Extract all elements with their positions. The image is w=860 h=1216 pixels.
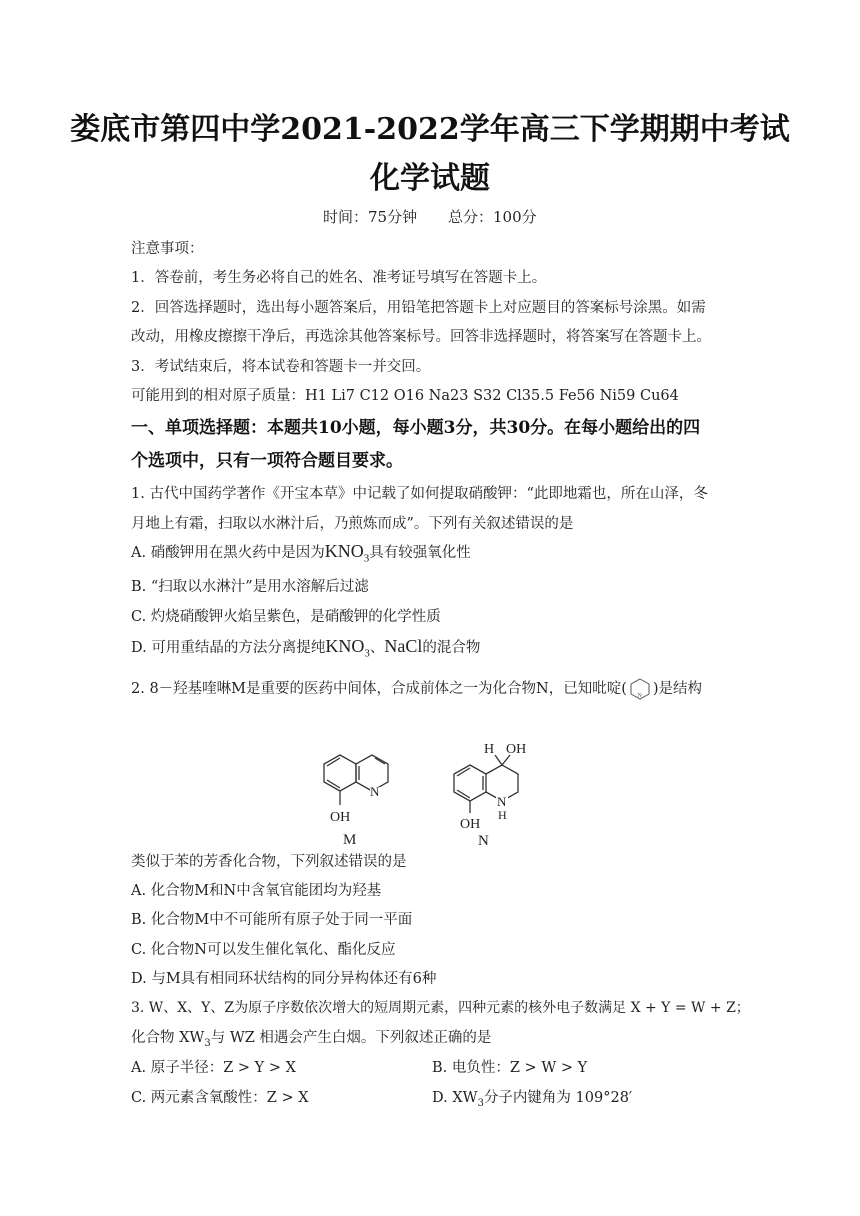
molecule-m-label: M	[343, 832, 357, 848]
formula-kno3: $KNO_3$	[325, 636, 370, 660]
q2-option-d: D. 与M具有相同环状结构的同分异构体还有6种	[131, 971, 437, 987]
notice-item-1: 1．答卷前，考生务必将自己的姓名、准考证号填写在答题卡上。	[131, 270, 547, 286]
formula-nacl: NaCl	[384, 636, 423, 656]
molecule-n-oh: OH	[460, 817, 481, 832]
molecule-n-nh-h: H	[498, 808, 507, 822]
notice-item-2-line1: 2．回答选择题时，选出每小题答案后，用铅笔把答题卡上对应题目的答案标号涂黑。如需	[131, 300, 706, 316]
notice-item-2-line2: 改动，用橡皮擦擦干净后，再选涂其他答案标号。回答非选择题时，将答案写在答题卡上。	[131, 329, 711, 345]
atomic-masses: 可能用到的相对原子质量：H1 Li7 C12 O16 Na23 S32 Cl35.5 Fe56 Ni59 Cu64	[131, 388, 679, 404]
notice-heading: 注意事项：	[131, 241, 204, 257]
q2-stem-line2: 类似于苯的芳香化合物，下列叙述错误的是	[131, 854, 407, 870]
molecule-m-oh: OH	[330, 810, 351, 825]
q1-option-c: C. 灼烧硝酸钾火焰呈紫色，是硝酸钾的化学性质	[131, 609, 441, 625]
notice-item-3: 3．考试结束后，将本试卷和答题卡一并交回。	[131, 359, 431, 375]
q2-stem-line1: 2. 8－羟基喹啉M是重要的医药中间体，合成前体之一为化合物N，已知吡啶( N )是结构	[131, 676, 702, 702]
section-heading-line1: 一、单项选择题：本题共10小题，每小题3分，共30分。在每小题给出的四	[131, 418, 701, 438]
svg-text:N: N	[637, 693, 642, 699]
q3-option-a: A. 原子半径：Z > Y > X	[131, 1060, 296, 1076]
molecule-n-oh-top: OH	[506, 742, 527, 757]
molecule-n-structure	[440, 735, 550, 850]
q2-option-b: B. 化合物M中不可能所有原子处于同一平面	[131, 912, 413, 928]
q1-option-b: B. “扫取以水淋汁”是用水溶解后过滤	[131, 579, 369, 595]
score-info: 总分：100分	[448, 208, 537, 226]
section-heading-line2: 个选项中，只有一项符合题目要求。	[131, 451, 403, 471]
q1-stem-line2: 月地上有霜，扫取以水淋汁后，乃煎炼而成”。下列有关叙述错误的是	[131, 516, 574, 532]
molecule-n-nh: N	[497, 794, 507, 809]
q3-stem-line2: 化合物 $XW_3$与 WZ 相遇会产生白烟。下列叙述正确的是	[131, 1030, 492, 1049]
q2-option-a: A. 化合物M和N中含氧官能团均为羟基	[131, 883, 382, 899]
q3-option-d: D. $XW_3$分子内键角为 109°28′	[432, 1090, 633, 1109]
molecule-m-structure	[312, 745, 412, 850]
exam-subtitle: 化学试题	[370, 161, 490, 196]
molecule-n-h: H	[484, 742, 495, 757]
q1-stem-line1: 1. 古代中国药学著作《开宝本草》中记载了如何提取硝酸钾：“此即地霜也，所在山泽，冬	[131, 486, 708, 502]
molecule-n-label: N	[478, 833, 489, 849]
q2-option-c: C. 化合物N可以发生催化氧化、酯化反应	[131, 942, 396, 958]
q3-option-b: B. 电负性：Z > W > Y	[432, 1060, 588, 1076]
q1-option-a: A. 硝酸钾用在黑火药中是因为$KNO_3$具有较强氧化性	[131, 541, 471, 565]
molecule-m-n: N	[370, 784, 380, 799]
time-info: 时间：75分钟	[323, 208, 418, 226]
pyridine-structure-icon	[628, 676, 652, 702]
exam-title: 娄底市第四中学2021-2022学年高三下学期期中考试	[70, 112, 790, 147]
q3-stem-line1: 3. W、X、Y、Z为原子序数依次增大的短周期元素，四种元素的核外电子数满足 X + Y = W + Z；	[131, 1000, 750, 1016]
q1-option-d: D. 可用重结晶的方法分离提纯$KNO_3$、NaCl的混合物	[131, 636, 481, 660]
q3-option-c: C. 两元素含氧酸性：Z > X	[131, 1090, 309, 1106]
formula-kno3: $KNO_3$	[324, 541, 370, 565]
